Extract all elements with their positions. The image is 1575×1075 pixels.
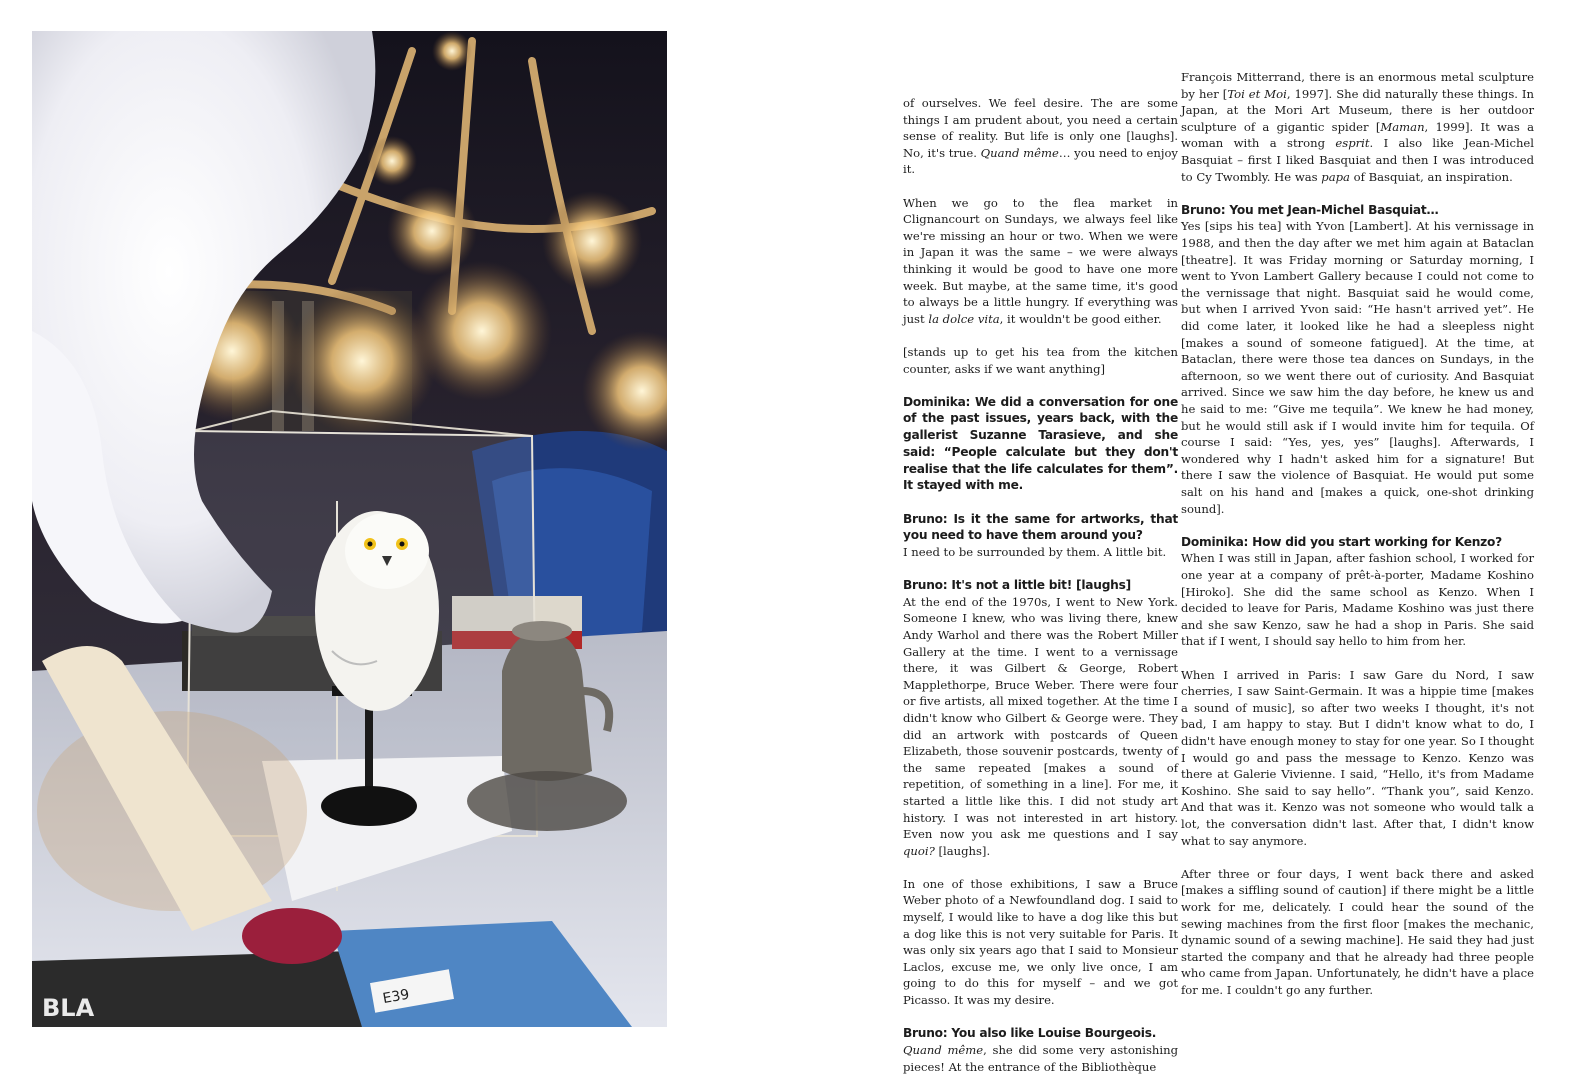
- interview-answer: [903, 594, 1178, 860]
- text: , it wouldn't be good either.: [999, 311, 1162, 326]
- text: . I also like Jean-Michel Basquiat – first I liked Basquiat and then I was introduced to Cy Twombly. He was: [1181, 136, 1534, 184]
- italic-text: Toi et Moi: [1227, 86, 1287, 101]
- interview-question: Bruno: You met Jean-Michel Basquiat…: [1181, 202, 1439, 217]
- paragraph: [1181, 69, 1534, 185]
- interview-question: Bruno: Is it the same for artworks, that you need to have them around you?: [903, 511, 1178, 543]
- text: of Basquiat, an inspiration.: [1349, 169, 1513, 184]
- price-label-text: E39: [381, 986, 411, 1008]
- interview-question: Bruno: It's not a little bit! [laughs]: [903, 578, 1131, 593]
- interview-answer: Yes [sips his tea] with Yvon [Lambert]. At his vernissage in 1988, and then the day after we met him again at Bataclan [theatre]. It was Friday morning or Saturday morning, I went to Yvon Lambert Gallery because I could not come to the vernissage that night. Basquiat said he would come, but when I arrived Yvon said: “He hasn't arrived yet”. He did come later, it looked like he had a sleepless night [makes a sound of someone fatigued]. At the time, at Bataclan, there were those tea dances on Sundays, in the afternoon, so we went there out of curiosity. And Basquiat arrived. Since we saw him the day before, he knew us and he said to me: “Give me tequila”. We knew he had money, but he would still ask if I would invite him for tequila. Of course I said: “Yes, yes, yes” [laughs]. Afterwards, I wondered why I hadn't asked him for a signature! But there I saw the violence of Basquiat. He would put some salt on his hand and [makes a quick, one-shot drinking sound].: [1181, 219, 1534, 516]
- text: , 1997]. She did naturally these things. In Japan, at the Mori Art Museum, there is her outdoor sculpture of a gigantic spider [: [1181, 86, 1534, 134]
- text: … you need to enjoy it.: [903, 145, 1178, 177]
- photo-illustration: [32, 31, 667, 1027]
- interview-question: Dominika: How did you start working for Kenzo?: [1181, 534, 1502, 549]
- paragraph: When I arrived in Paris: I saw Gare du Nord, I saw cherries, I saw Saint-Germain. It was a hippie time [makes a sound of music], so after two weeks I thought, it's not bad, I am happy to stay. But I didn't know what to do, I didn't have enough money to stay for one year. So I thought I would go and pass the message to Kenzo. Kenzo was there at Galerie Vivienne. I said, “Hello, it's from Madame Koshino. She said to say hello”. “Thank you”, said Kenzo. And that was it. Kenzo was not someone who would talk a lot, the conversation didn't last. After that, I didn't know what to say anymore.: [1181, 667, 1534, 848]
- text: When we go to the flea market in Clignancourt on Sundays, we always feel like we're missing an hour or two. When we were in Japan it was the same – we were always thinking it would be good to have one more week. But maybe, at the same time, it's good to always be a little hungry. If everything was just: [903, 195, 1178, 326]
- italic-text: Maman: [1380, 119, 1425, 134]
- interview-answer: [903, 1042, 1178, 1075]
- paragraph: In one of those exhibitions, I saw a Bruce Weber photo of a Newfoundland dog. I said to myself, I would like to have a dog like this but a dog like this is not very suitable for Paris. It was only six years ago that I said to Monsieur Laclos, excuse me, we only live once, I am going to do this for myself – and we got Picasso. It was my desire.: [903, 876, 1178, 1008]
- interview-answer: I need to be surrounded by them. A little bit.: [903, 544, 1167, 559]
- text: François Mitterrand, there is an enormous metal sculpture by her [: [1181, 70, 1534, 101]
- stage-direction: [stands up to get his tea from the kitchen counter, asks if we want anything]: [903, 344, 1178, 376]
- text: [laughs].: [934, 843, 991, 858]
- text: of ourselves. We feel desire. The are some things I am prudent about, you need a certain sense of reality. But life is only one [laughs]. No, it's true.: [903, 96, 1178, 160]
- article-column-left: [903, 95, 1178, 1075]
- interior-photograph: [32, 31, 667, 1027]
- text: At the end of the 1970s, I went to New York. Someone I knew, who was living there, knew Andy Warhol and there was the Robert Miller Gallery at the time. I went to a vernissage there, it was Gilbert & George, Robert Mapplethorpe, Bruce Weber. There were four or five artists, all mixed together. At the time I didn't know who Gilbert & George were. They did an artwork with postcards of Queen Elizabeth, those souvenir postcards, twenty of the same repeated [makes a sound of repetition, of something in a line]. For me, it started a little like this. I did not study art history. I was not interested in art history. Even now you ask me questions and I say: [903, 594, 1178, 842]
- italic-text: papa: [1321, 169, 1350, 184]
- interview-question: Dominika: We did a conversation for one of the past issues, years back, with the gallerist Suzanne Tarasieve, and she said: “People calculate but they don't realise that the life calculates for them”. It stayed with me.: [903, 394, 1178, 493]
- article-column-right: [1181, 69, 1534, 998]
- italic-text: esprit: [1335, 136, 1370, 151]
- interview-answer: When I was still in Japan, after fashion school, I worked for one year at a company of prêt-à-porter, Madame Koshino [Hiroko]. She did the same school as Kenzo. When I decided to leave for Paris, Madame Koshino was just there and she saw Kenzo, saw he had a shop in Paris. She said that if I went, I should say hello to him from her.: [1181, 551, 1534, 649]
- paragraph: [903, 195, 1178, 328]
- text: , she did some very astonishing pieces! At the entrance of the Bibliothèque: [903, 1042, 1178, 1074]
- italic-text: Quand même: [903, 1042, 984, 1057]
- paragraph: After three or four days, I went back there and asked [makes a siffling sound of caution] if there might be a little work for me, delicately. I could hear the sound of the sewing machines from the first floor [makes the mechanic, dynamic sound of a sewing machine]. He said they had just started the company and that he already had three people who came from Japan. Unfortunately, he didn't have a place for me. I couldn't go any further.: [1181, 866, 1534, 997]
- italic-text: quoi?: [903, 843, 935, 858]
- text: , 1999]. It was a woman with a strong: [1181, 119, 1534, 151]
- paragraph: [903, 95, 1178, 178]
- italic-text: la dolce vita: [928, 311, 1000, 326]
- italic-text: Quand même: [980, 145, 1059, 160]
- magazine-title-text: BLA: [42, 994, 95, 1022]
- interview-question: Bruno: You also like Louise Bourgeois.: [903, 1026, 1157, 1041]
